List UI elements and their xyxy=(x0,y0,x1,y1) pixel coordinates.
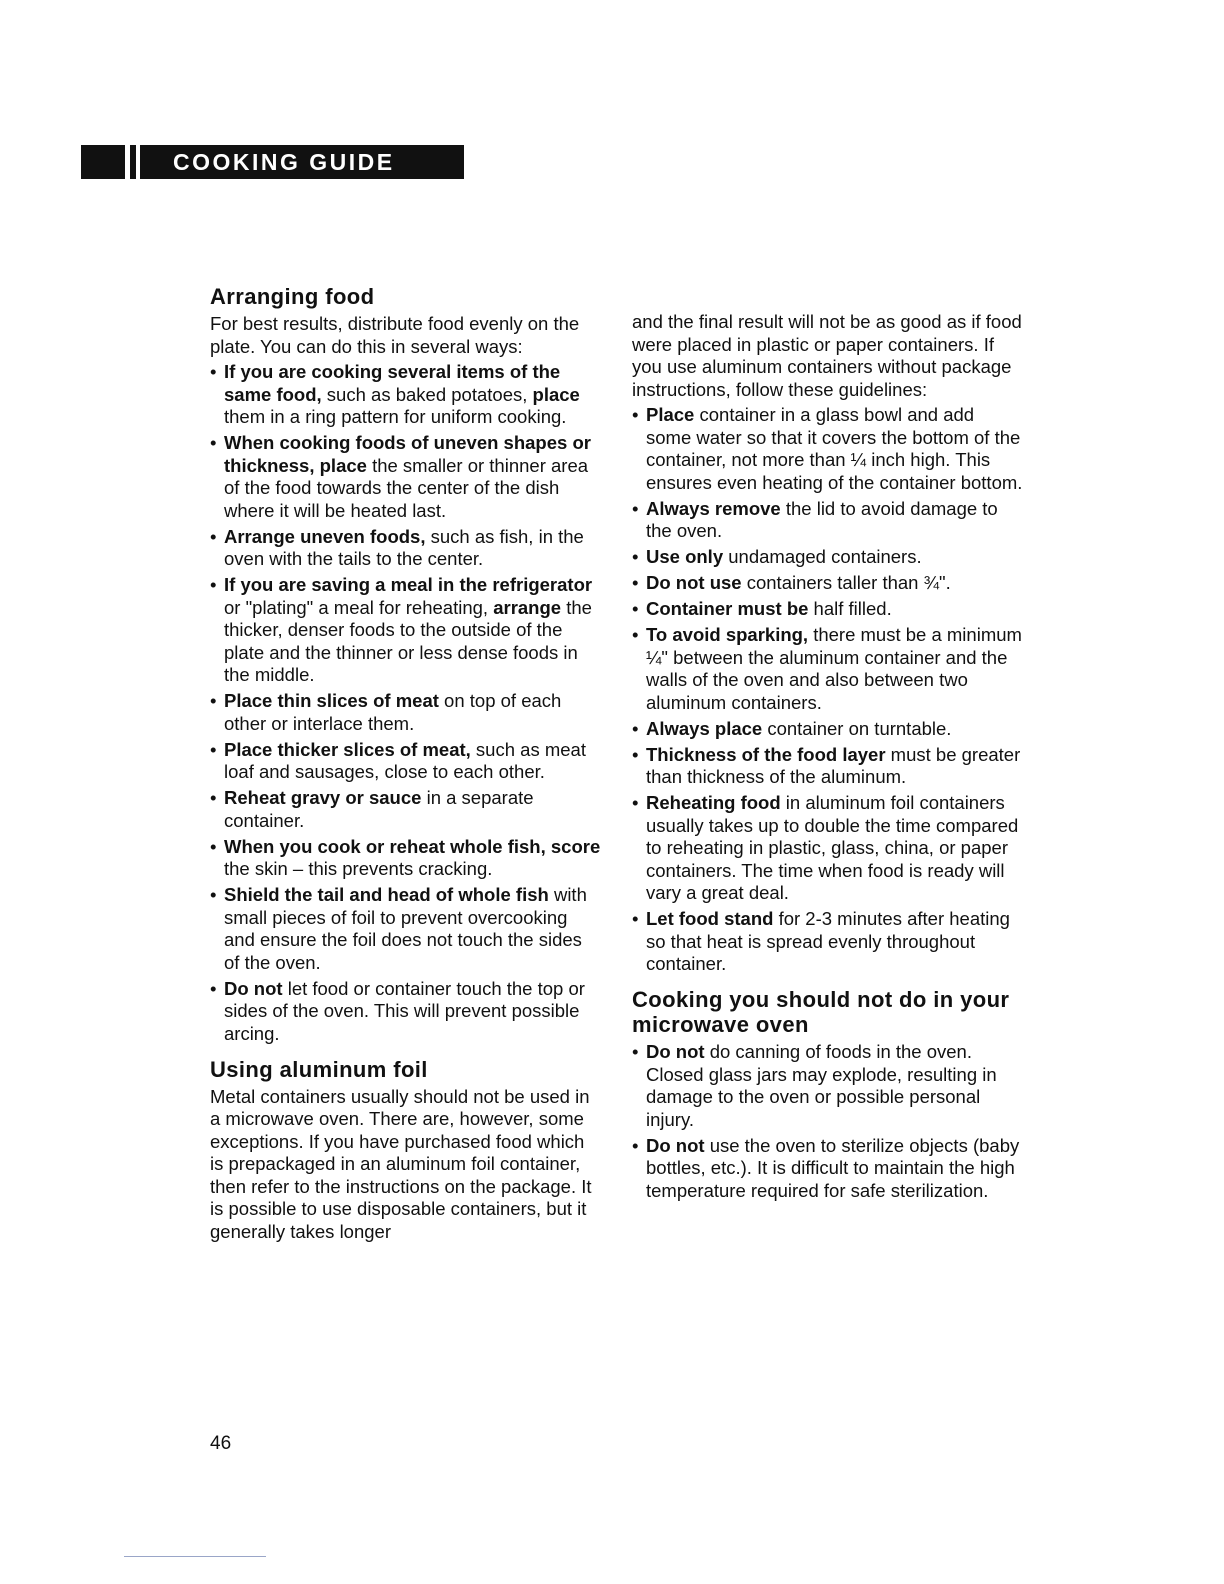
page-number: 46 xyxy=(210,1433,232,1454)
arranging-intro: For best results, distribute food evenly on the plate. You can do this in several ways: xyxy=(210,313,580,357)
list-item: • Arrange uneven foods, such as fish, in the oven with the tails to the center. xyxy=(210,526,602,571)
list-item: • If you are saving a meal in the refrigerator or "plating" a meal for reheating, arrange the thicker, denser foods to the outside of the plate and the thinner or less dense foods in the middle. xyxy=(210,574,602,687)
list-item: • Use only undamaged containers. xyxy=(632,546,1024,569)
foil-heading: Using aluminum foil xyxy=(210,1056,428,1082)
footer-rule xyxy=(124,1556,266,1557)
list-item: • Shield the tail and head of whole fish with small pieces of foil to prevent overcooking and ensure the foil does not touch the sides of the oven. xyxy=(210,884,602,974)
foil-intro-right: and the final result will not be as good as if food were placed in plastic or paper containers. If you use aluminum containers without package instructions, follow these guidelines: xyxy=(632,311,1022,400)
foil-intro-left: Metal containers usually should not be used in a microwave oven. There are, however, some exceptions. If you have purchased food which is prepackaged in an aluminum foil container, then refer to the instructions on the package. It is possible to use disposable containers, but it generally takes longer xyxy=(210,1085,592,1242)
list-item: • If you are cooking several items of the same food, such as baked potatoes, place them in a ring pattern for uniform cooking. xyxy=(210,361,602,429)
right-column xyxy=(632,311,1024,1206)
list-item: • Place thicker slices of meat, such as meat loaf and sausages, close to each other. xyxy=(210,739,602,784)
list-item: • Always place container on turntable. xyxy=(632,718,1024,741)
header-divider-icon xyxy=(130,145,136,179)
header-block-icon xyxy=(81,145,125,179)
list-item: • Container must be half filled. xyxy=(632,598,1024,621)
list-item: • Let food stand for 2-3 minutes after heating so that heat is spread evenly throughout container. xyxy=(632,908,1024,976)
foil-list xyxy=(632,404,1024,976)
list-item: • Do not let food or container touch the top or sides of the oven. This will prevent possible arcing. xyxy=(210,978,602,1046)
list-item: • To avoid sparking, there must be a minimum ¼" between the aluminum container and the walls of the oven and also between two aluminum containers. xyxy=(632,624,1024,714)
list-item: • Always remove the lid to avoid damage to the oven. xyxy=(632,498,1024,543)
list-item: • Do not do canning of foods in the oven. Closed glass jars may explode, resulting in damage to the oven or possible personal injury. xyxy=(632,1041,1024,1131)
list-item: • Do not use containers taller than ¾". xyxy=(632,572,1024,595)
arranging-heading: Arranging food xyxy=(210,284,375,309)
list-item: • Place container in a glass bowl and add some water so that it covers the bottom of the container, not more than ¼ inch high. This ensures even heating of the container bottom. xyxy=(632,404,1024,494)
list-item: • Do not use the oven to sterilize objects (baby bottles, etc.). It is difficult to maintain the high temperature required for safe sterilization. xyxy=(632,1135,1024,1203)
left-column xyxy=(210,284,602,1246)
list-item: • Reheating food in aluminum foil containers usually takes up to double the time compared to reheating in plastic, glass, china, or paper containers. The time when food is ready will vary a great deal. xyxy=(632,792,1024,905)
notdo-list xyxy=(632,1041,1024,1202)
list-item: • Thickness of the food layer must be greater than thickness of the aluminum. xyxy=(632,744,1024,789)
list-item: • Place thin slices of meat on top of each other or interlace them. xyxy=(210,690,602,735)
header-title: COOKING GUIDE xyxy=(173,149,395,175)
list-item: • When you cook or reheat whole fish, score the skin – this prevents cracking. xyxy=(210,836,602,881)
list-item: • When cooking foods of uneven shapes or thickness, place the smaller or thinner area of the food towards the center of the dish where it will be heated last. xyxy=(210,432,602,522)
list-item: • Reheat gravy or sauce in a separate container. xyxy=(210,787,602,832)
arranging-list xyxy=(210,361,602,1045)
notdo-heading: Cooking you should not do in your microwave oven xyxy=(632,987,1010,1037)
